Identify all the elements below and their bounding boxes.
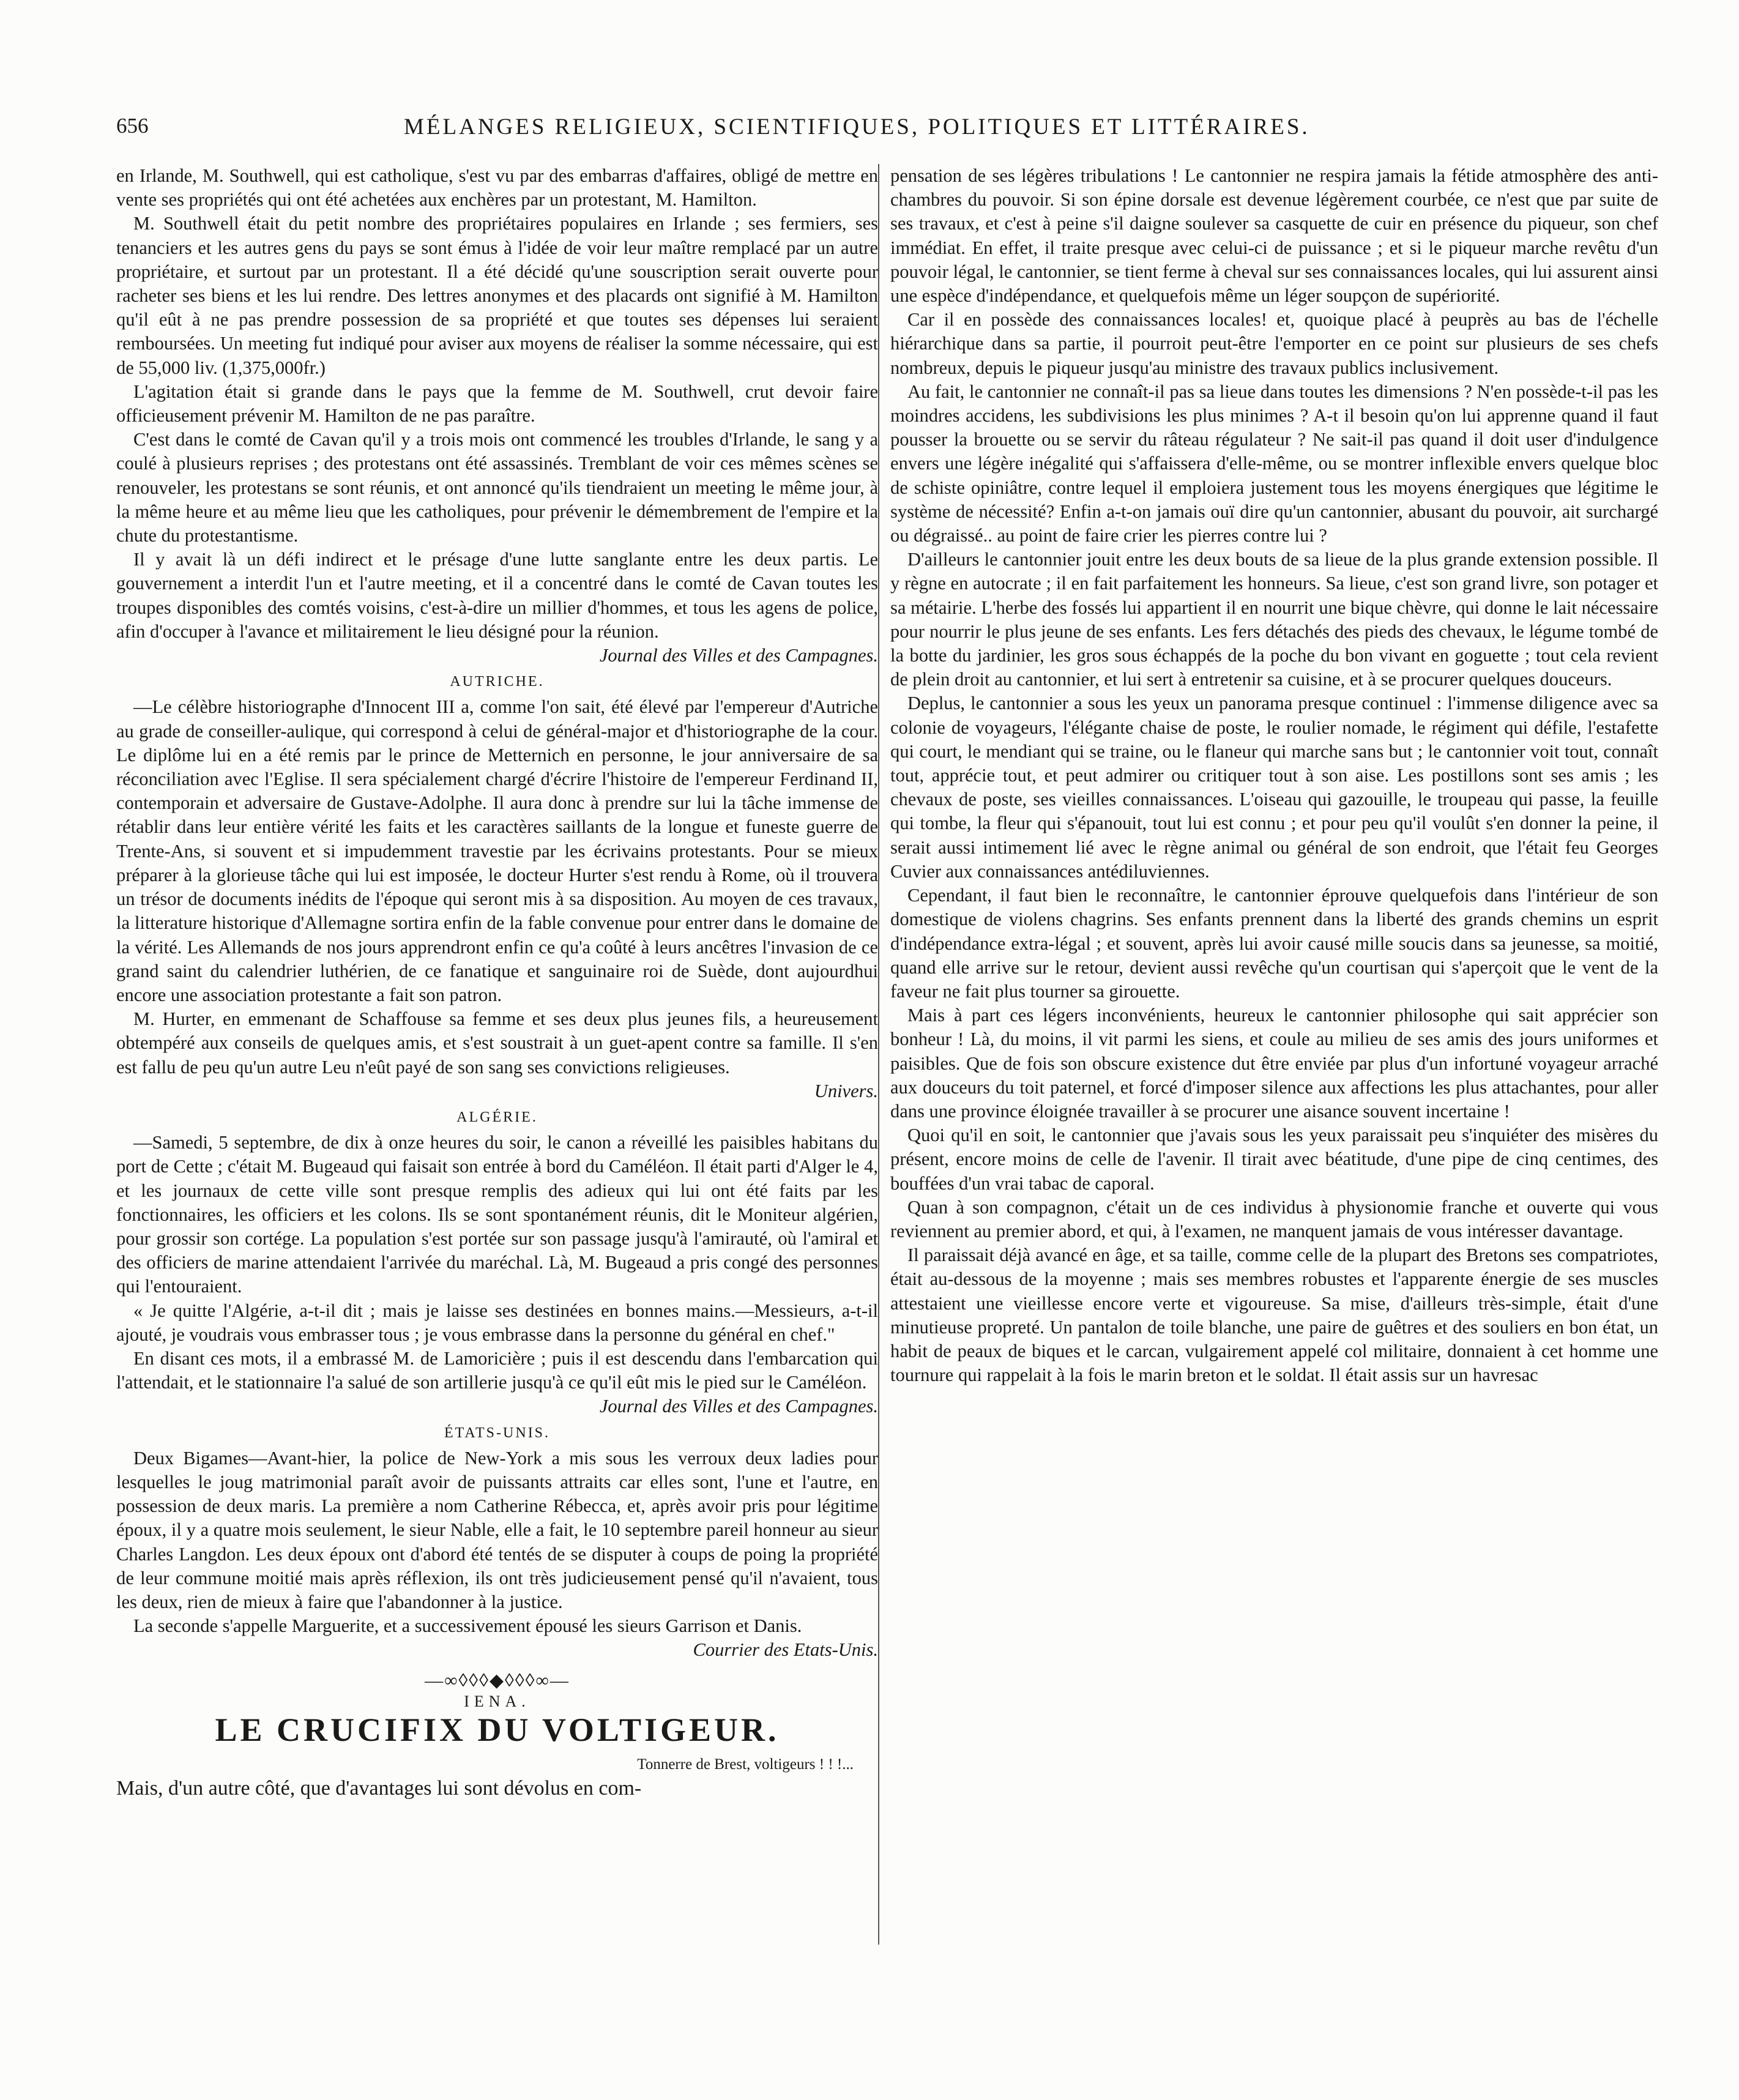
ornamental-divider: —∞◊◊◊◆◊◊◊∞— (425, 1670, 570, 1691)
page-header (116, 114, 1646, 151)
source-credit: Univers. (814, 1080, 878, 1101)
story-title: LE CRUCIFIX DU VOLTIGEUR. (215, 1711, 780, 1748)
article-paragraph: « Je quitte l'Algérie, a-t-il dit ; mais je laisse ses destinées en bonnes mains.—Messieurs, a-t-il ajouté, je voudrais vous embrasser tous ; je vous embrasse dans la personne du général en chef." (116, 1300, 878, 1345)
story-paragraph: Quan à son compagnon, c'était un de ces individus à physionomie franche et ouverte qui vous reviennent au premier abord, et qui, à l'examen, ne manquent jamais de vous intéresser davantage. (890, 1196, 1658, 1242)
running-title: MÉLANGES RELIGIEUX, SCIENTIFIQUES, POLITIQUES ET LITTÉRAIRES. (404, 114, 1310, 140)
source-credit: Journal des Villes et des Campagnes. (599, 645, 878, 666)
story-paragraph: Car il en possède des connaissances locales! et, quoique placé à peuprès au bas de l'échelle hiérarchique dans sa partie, il pourroit peut-être l'emporter en ce point sur plusieurs de ses chefs nombreux, depuis le piqueur jusqu'au ministre des travaux publics inclusivement. (890, 309, 1658, 378)
article-paragraph: En disant ces mots, il a embrassé M. de Lamoricière ; puis il est descendu dans l'embarcation qui l'attendait, et le stationnaire l'a salué de son artillerie jusqu'à ce qu'il eût mis le pied sur le Caméléon. (116, 1347, 878, 1393)
source-credit: Journal des Villes et des Campagnes. (599, 1396, 878, 1417)
story-paragraph: Deplus, le cantonnier a sous les yeux un panorama presque continuel : l'immense diligence avec sa colonie de voyageurs, l'élégante chaise de poste, le roulier nomade, le régiment qui défile, l'estafette qui court, le mendiant qui se traine, ou le flaneur qui marche sans but ; le cantonnier voit tout, connaît tout, apprécie tout, et peut admirer ou critiquer tout à son aise. Les postillons sont ses amis ; les chevaux de poste, ses vieilles connaissances. L'oiseau qui gazouille, le troupeau qui passe, la feuille qui tombe, la fleur qui s'épanouit, tout lui est connu ; et pour peu qu'il voulût s'en donner la peine, il serait aussi intimement lié avec le règne animal ou général de son endroit, que l'était feu Georges Cuvier aux connaissances antédiluviennes. (890, 693, 1658, 882)
section-heading-algerie: ALGÉRIE. (456, 1109, 538, 1125)
section-heading-etats-unis: ÉTATS-UNIS. (444, 1424, 551, 1441)
source-credit: Courrier des Etats-Unis. (693, 1639, 878, 1661)
article-paragraph: M. Southwell était du petit nombre des propriétaires populaires en Irlande ; ses fermiers, ses tenanciers et les autres gens du pays se sont émus à l'idée de voir leur maître remplacé par un autre propriétaire, et surtout par un protestant. Il a été décidé qu'une souscription serait ouverte pour racheter ses biens et les lui rendre. Des lettres anonymes et des placards ont signifié à M. Hamilton qu'il eût à ne pas prendre possession de sa propriété et que toutes ses dépenses lui seraient remboursées. Un meeting fut indiqué pour aviser aux moyens de réaliser la somme nécessaire, qui est de 55,000 liv. (1,375,000fr.) (116, 213, 878, 378)
article-paragraph: —Le célèbre historiographe d'Innocent III a, comme l'on sait, été élevé par l'empereur d'Autriche au grade de conseiller-aulique, qui correspond à celui de général-major et d'historiographe de la cour. Le diplôme lui en a été remis par le prince de Metternich en personne, le jour anniversaire de sa réconciliation avec l'Eglise. Il sera spécialement chargé d'écrire l'histoire de l'empereur Ferdinand II, contemporain et adversaire de Gustave-Adolphe. Il aura donc à prendre sur lui la tâche immense de rétablir dans leur entière vérité les faits et les caractères saillants de la longue et funeste guerre de Trente-Ans, si souvent et si impudemment travestie par les écrivains protestants. Pour se mieux préparer à la glorieuse tâche qui lui est imposée, le docteur Hurter s'est rendu à Rome, où il trouvera un trésor de documents inédits de l'époque qui seront mis à sa disposition. Au moyen de ces travaux, la litterature historique d'Allemagne sortira enfin de la fable convenue pour entrer dans le domaine de la vérité. Les Allemands de nos jours apprendront enfin ce qu'a coûté à leurs ancêtres l'invasion de ce grand saint du calendrier luthérien, de ce fanatique et sanguinaire roi de Suède, dont aujourdhui encore une association protestante a fait son patron. (116, 696, 878, 1005)
article-paragraph: La seconde s'appelle Marguerite, et a successivement épousé les sieurs Garrison et Danis. (133, 1615, 802, 1637)
story-paragraph: pensation de ses légères tribulations ! Le cantonnier ne respira jamais la fétide atmosphère des anti-chambres du pouvoir. Si son épine dorsale est devenue légèrement courbée, ce n'est que par suite de ses travaux, et c'est à peine s'il daigne soulever sa casquette de cuir en présence du piqueur, son chef immédiat. En effet, il traite presque avec celui-ci de puissance ; et si le piqueur marche revêtu d'un pouvoir légal, le cantonnier, se tient ferme à cheval sur ses connaissances locales, qui lui assurent ainsi une espèce d'indépendance, et quelquefois même un léger soupçon de supériorité. (890, 165, 1658, 307)
story-paragraph: Quoi qu'il en soit, le cantonnier que j'avais sous les yeux paraissait peu s'inquiéter des misères du présent, encore moins de celle de l'avenir. Il tirait avec béatitude, d'une pipe de cinq centimes, des bouffées d'un vrai tabac de caporal. (890, 1125, 1658, 1194)
article-paragraph: —Samedi, 5 septembre, de dix à onze heures du soir, le canon a réveillé les paisibles habitans du port de Cette ; c'était M. Bugeaud qui faisait son entrée à bord du Caméléon. Il était parti d'Alger le 4, et les journaux de cette ville sont presque remplis des adieux qui lui ont été faits par les fonctionnaires, les officiers et les colons. Ils se sont spontanément réunis, dit le Moniteur algérien, pour grossir son cortége. La population s'est portée sur son passage jusqu'à l'amirauté, où l'amiral et des officiers de marine attendaient l'arrivée du maréchal. Là, M. Bugeaud a pris congé des personnes qui l'entouraient. (116, 1132, 878, 1297)
story-paragraph: Cependant, il faut bien le reconnaître, le cantonnier éprouve quelquefois dans l'intérieur de son domestique de violens chagrins. Ses enfants prennent dans la liberté des grands chemins un esprit d'indépendance extra-légal ; et souvent, après lui avoir causé mille soucis dans sa jeunesse, sa moitié, quand elle arrive sur le retour, devient aussi revêche qu'un courtisan qui s'aperçoit que le vent de la faveur ne fait plus tourner sa girouette. (890, 885, 1658, 1002)
article-paragraph: Il y avait là un défi indirect et le présage d'une lutte sanglante entre les deux partis. Le gouvernement a interdit l'un et l'autre meeting, et il a concentré dans le comté de Cavan toutes les troupes disponibles des comtés voisins, c'est-à-dire un millier d'hommes, et tous les agens de police, afin d'occuper à l'avance et militairement le lieu désigné pour la réunion. (116, 549, 878, 642)
left-column (116, 164, 878, 1800)
story-paragraph: Il paraissait déjà avancé en âge, et sa taille, comme celle de la plupart des Bretons ses compatriotes, était au-dessous de la moyenne ; mais ses membres robustes et l'apparente énergie de ses muscles attestaient une vieillesse encore verte et vigoureuse. Sa mise, d'ailleurs très-simple, était d'une minutieuse propreté. Un pantalon de toile blanche, une paire de guêtres et des souliers en bon état, un habit de peaux de biques et le carcan, vulgairement appelé col militaire, donnaient à cet homme une tournure qui rappelait à la fois le marin breton et le soldat. Il était assis sur un havresac (890, 1245, 1658, 1386)
story-epigraph: Tonnerre de Brest, voltigeurs ! ! !... (637, 1756, 854, 1773)
article-paragraph: en Irlande, M. Southwell, qui est catholique, s'est vu par des embarras d'affaires, obligé de mettre en vente ses propriétés qui ont été achetées aux enchères par un protestant, M. Hamilton. (116, 165, 878, 210)
article-paragraph: L'agitation était si grande dans le pays que la femme de M. Southwell, crut devoir faire officieusement prévenir M. Hamilton de ne pas paraître. (116, 381, 878, 426)
article-paragraph: M. Hurter, en emmenant de Schaffouse sa femme et ses deux plus jeunes fils, a heureusement obtempéré aux conseils de quelques amis, et s'est soustrait à un guet-apent contre sa famille. Il s'en est fallu de peu qu'un autre Leu n'eût payé de son sang ses convictions religieuses. (116, 1008, 878, 1078)
story-place: IENA. (464, 1692, 531, 1710)
article-paragraph: C'est dans le comté de Cavan qu'il y a trois mois ont commencé les troubles d'Irlande, le sang y a coulé à plusieurs reprises ; des protestans ont été assassinés. Tremblant de voir ces mêmes scènes se renouveler, les protestans se sont réunis, et ont annoncé qu'ils tiendraient un meeting le même jour, à la même heure et au même lieu que les catholiques, pour prévenir le démembrement de l'empire et la chute du protestantisme. (116, 429, 878, 546)
right-column (890, 164, 1658, 1387)
story-paragraph: D'ailleurs le cantonnier jouit entre les deux bouts de sa lieue de la plus grande extension possible. Il y règne en autocrate ; il en fait parfaitement les honneurs. Sa lieue, c'est son grand livre, son potager et sa métairie. L'herbe des fossés lui appartient il en nourrit une bique chèvre, qui donne le lait nécessaire pour nourrir le plus jeune de ses enfants. Les fers détachés des pieds des chevaux, le légume tombé de la botte du jardinier, les gros sous échappés de la poche du bon vivant en goguette ; tout cela revient de plein droit au cantonnier, et lui sert à entretenir sa cuisine, et à se procurer quelques douceurs. (890, 549, 1658, 690)
story-paragraph: Mais à part ces légers inconvénients, heureux le cantonnier philosophe qui sait apprécier son bonheur ! Là, du moins, il vit parmi les siens, et coule au milieu de ses amis des jours uniformes et paisibles. Que de fois son obscure existence dut être enviée par plus d'un infortuné voyageur arraché aux douceurs du toit paternel, et forcé d'imposer silence aux affections les plus attachantes, pour aller dans une province éloignée travailler à se procurer une aisance souvent incertaine ! (890, 1005, 1658, 1122)
article-paragraph: Deux Bigames—Avant-hier, la police de New-York a mis sous les verroux deux ladies pour lesquelles le joug matrimonial paraît avoir de puissants attraits car elles sont, l'une et l'autre, en possession de deux maris. La première a nom Catherine Rébecca, et, après avoir pris pour légitime époux, il y a quatre mois seulement, le sieur Nable, elle a fait, le 10 septembre pareil honneur au sieur Charles Langdon. Les deux époux ont d'abord été tentés de se disputer à coups de poing la propriété de leur commune moitié mais après réflexion, ils ont très judicieusement pensé qu'il n'avaient, tous les deux, rien de mieux à faire que l'abandonner à la justice. (116, 1447, 878, 1612)
story-lead: Mais, d'un autre côté, que d'avantages lui sont dévolus en com- (116, 1777, 642, 1800)
page-number: 656 (116, 114, 149, 138)
column-rule (878, 164, 879, 1945)
section-heading-autriche: AUTRICHE. (450, 674, 545, 690)
story-paragraph: Au fait, le cantonnier ne connaît-il pas sa lieue dans toutes les dimensions ? N'en possède-t-il pas les moindres accidens, les subdivisions les plus minimes ? A-t il besoin qu'on lui apprenne quand il faut pousser la brouette ou se servir du râteau régulateur ? Ne sait-il pas quand il doit user d'indulgence envers une légère inégalité qui s'affaissera d'elle-même, ou se montrer inflexible envers quelque bloc de schiste opiniâtre, contre lequel il emploiera justement tous les moyens énergiques que légitime le système de nécessité? Enfin a-t-on jamais ouï dire qu'un cantonnier, abusant du pouvoir, ait surchargé ou dégraissé.. au point de faire crier les pierres contre lui ? (890, 381, 1658, 546)
